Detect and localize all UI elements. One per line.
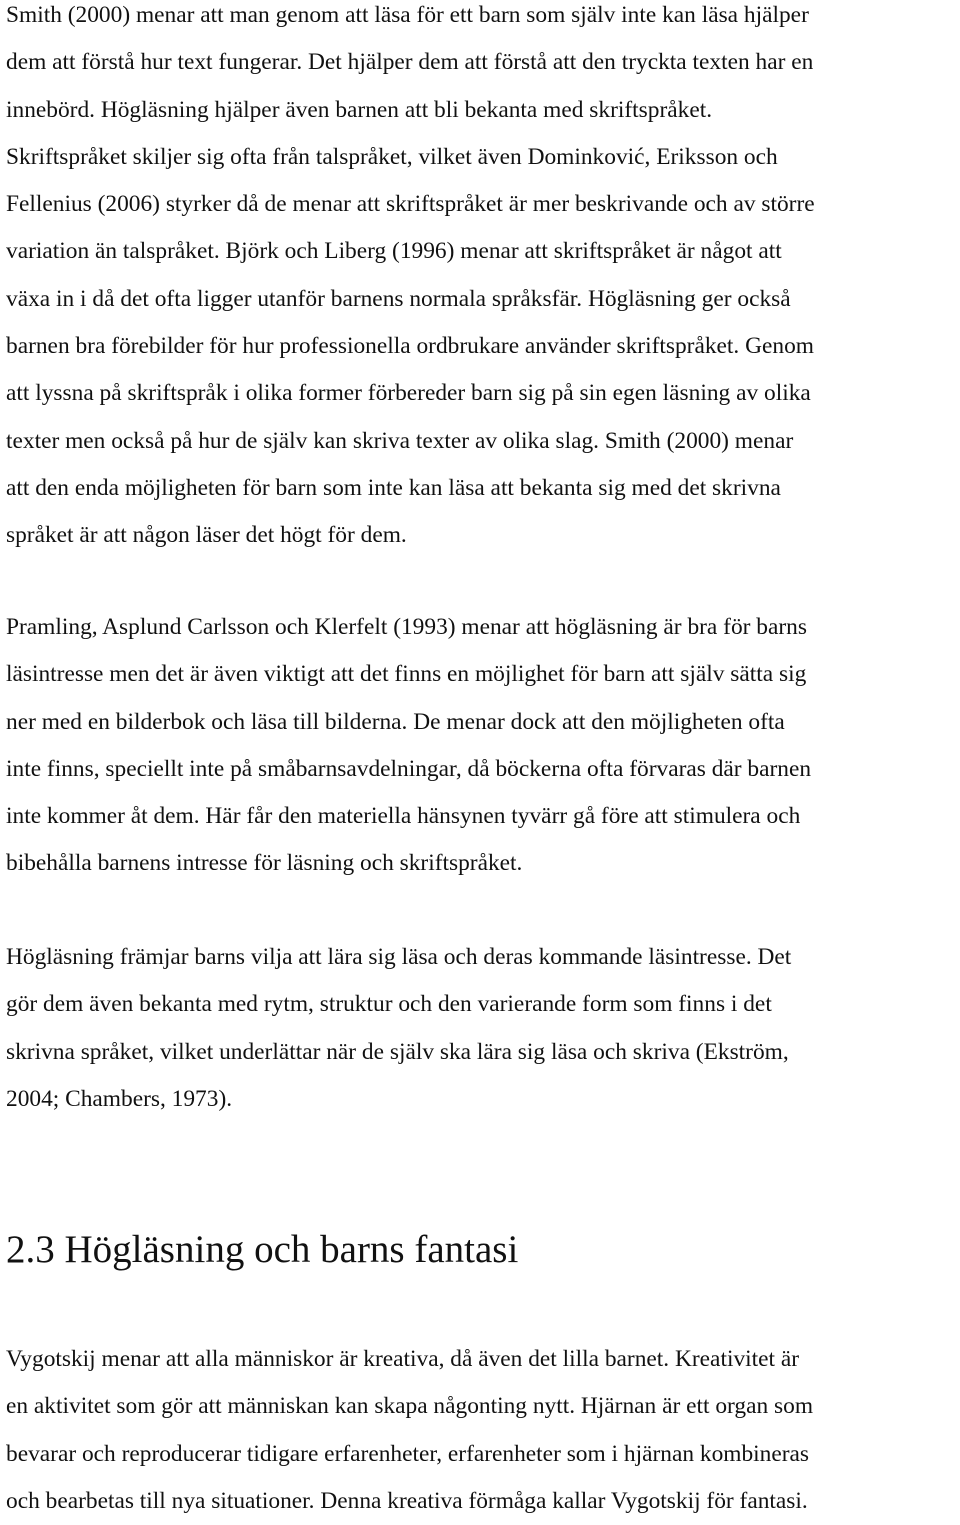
paragraph-4	[6, 1336, 813, 1525]
paragraph-3-line-3: skrivna språket, vilket underlättar när de själv ska lära sig läsa och skriva (Ekström,	[6, 1038, 789, 1065]
paragraph-3-line-4: 2004; Chambers, 1973).	[6, 1085, 233, 1112]
paragraph-2-line-1: Pramling, Asplund Carlsson och Klerfelt (1993) menar att högläsning är bra för barns	[6, 614, 807, 640]
paragraph-3	[6, 934, 791, 1123]
paragraph-1-line-2: dem att förstå hur text fungerar. Det hjälper dem att förstå att den tryckta texten har en	[6, 49, 814, 76]
paragraph-4-line-1: Vygotskij menar att alla människor är kreativa, då även det lilla barnet. Kreativitet är	[6, 1346, 800, 1372]
paragraph-1-line-11: att den enda möjligheten för barn som inte kan läsa att bekanta sig med det skrivna	[6, 474, 781, 501]
paragraph-1	[6, 0, 815, 560]
paragraph-4-line-2: en aktivitet som gör att människan kan skapa någonting nytt. Hjärnan är ett organ som	[6, 1393, 814, 1420]
paragraph-2-line-6: bibehålla barnens intresse för läsning och skriftspråket.	[6, 850, 523, 877]
paragraph-3-line-2: gör dem även bekanta med rytm, struktur och den varierande form som finns i det	[6, 991, 772, 1018]
paragraph-1-line-7: växa in i då det ofta ligger utanför barnens normala språksfär. Högläsning ger också	[6, 285, 791, 312]
paragraph-1-line-9: att lyssna på skriftspråk i olika former förbereder barn sig på sin egen läsning av olika	[6, 380, 811, 407]
paragraph-2-line-5: inte kommer åt dem. Här får den materiella hänsynen tyvärr gå före att stimulera och	[6, 803, 801, 830]
paragraph-2-line-2: läsintresse men det är även viktigt att det finns en möjlighet för barn att själv sätta sig	[6, 661, 807, 688]
paragraph-1-line-8: barnen bra förebilder för hur professionella ordbrukare använder skriftspråket. Genom	[6, 333, 814, 360]
paragraph-1-line-12: språket är att någon läser det högt för dem.	[6, 522, 407, 549]
paragraph-1-line-4: Skriftspråket skiljer sig ofta från talspråket, vilket även Dominković, Eriksson och	[6, 143, 778, 170]
paragraph-1-line-10: texter men också på hur de själv kan skriva texter av olika slag. Smith (2000) menar	[6, 427, 794, 454]
paragraph-1-line-3: innebörd. Högläsning hjälper även barnen att bli bekanta med skriftspråket.	[6, 96, 713, 123]
paragraph-4-line-4: och bearbetas till nya situationer. Denna kreativa förmåga kallar Vygotskij för fantasi.	[6, 1487, 808, 1514]
paragraph-2-line-3: ner med en bilderbok och läsa till bilderna. De menar dock att den möjligheten ofta	[6, 708, 785, 735]
section-heading: 2.3 Högläsning och barns fantasi	[6, 1228, 519, 1271]
paragraph-1-line-6: variation än talspråket. Björk och Liberg (1996) menar att skriftspråket är något att	[6, 238, 782, 265]
paragraph-1-line-1: Smith (2000) menar att man genom att läsa för ett barn som själv inte kan läsa hjälper	[6, 2, 809, 28]
paragraph-3-line-1: Högläsning främjar barns vilja att lära sig läsa och deras kommande läsintresse. Det	[6, 944, 792, 970]
paragraph-2	[6, 604, 811, 888]
paragraph-1-line-5: Fellenius (2006) styrker då de menar att skriftspråket är mer beskrivande och av större	[6, 191, 815, 218]
paragraph-2-line-4: inte finns, speciellt inte på småbarnsavdelningar, då böckerna ofta förvaras där barnen	[6, 755, 812, 782]
paragraph-4-line-3: bevarar och reproducerar tidigare erfarenheter, erfarenheter som i hjärnan kombineras	[6, 1440, 810, 1467]
